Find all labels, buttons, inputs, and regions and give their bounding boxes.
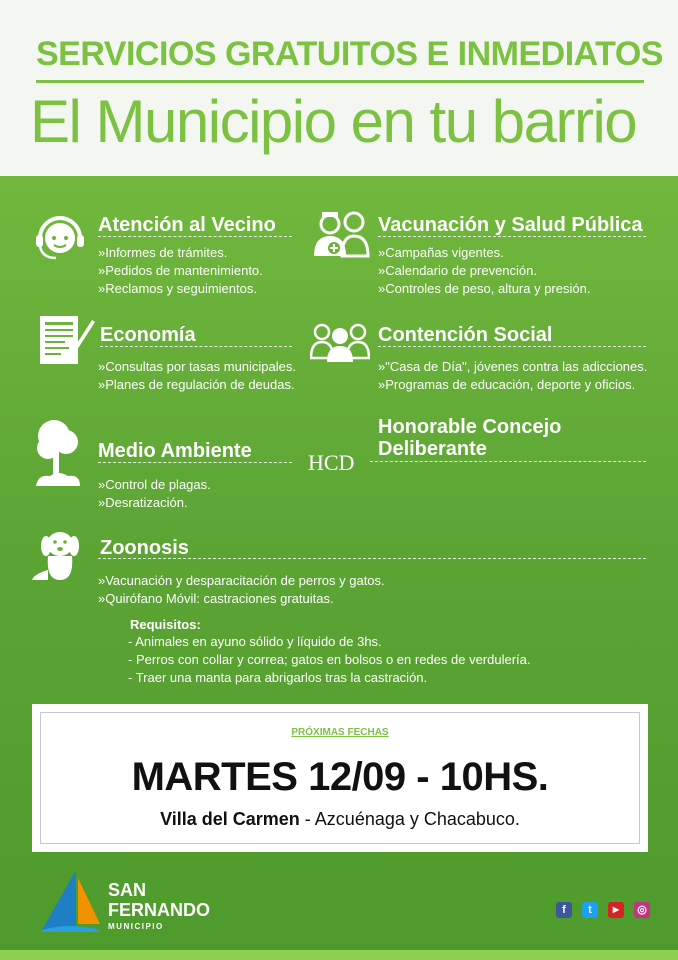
health-staff-icon bbox=[312, 208, 370, 258]
list-item: »Pedidos de mantenimiento. bbox=[98, 263, 263, 278]
service-title: Zoonosis bbox=[100, 537, 189, 559]
document-pen-icon bbox=[38, 314, 96, 366]
facebook-icon[interactable]: f bbox=[556, 902, 572, 918]
event-place-address: - Azcuénaga y Chacabuco. bbox=[299, 809, 520, 829]
header-title: SERVICIOS GRATUITOS E INMEDIATOS bbox=[36, 35, 663, 73]
event-date: MARTES 12/09 - 10HS. bbox=[131, 755, 549, 799]
dog-icon bbox=[30, 530, 84, 582]
list-item: »Calendario de prevención. bbox=[378, 263, 537, 278]
instagram-icon[interactable]: ◎ bbox=[634, 902, 650, 918]
twitter-icon[interactable]: t bbox=[582, 902, 598, 918]
requirements-list bbox=[128, 633, 531, 687]
logo-line2: FERNANDO bbox=[108, 900, 210, 920]
service-title: Atención al Vecino bbox=[98, 214, 276, 236]
service-divider bbox=[98, 236, 292, 237]
list-item: »Reclamos y seguimientos. bbox=[98, 281, 257, 296]
event-place bbox=[41, 809, 639, 830]
hcd-logo: HCD bbox=[308, 450, 355, 475]
tree-icon bbox=[34, 416, 82, 488]
list-item: »Informes de trámites. bbox=[98, 245, 228, 260]
service-divider bbox=[370, 461, 646, 462]
list-item: - Traer una manta para abrigarlos tras la castración. bbox=[128, 670, 428, 685]
san-fernando-logo-icon bbox=[40, 868, 102, 934]
list-item: »Quirófano Móvil: castraciones gratuitas. bbox=[98, 591, 334, 606]
list-item: - Perros con collar y correa; gatos en bolsos o en redes de verdulería. bbox=[128, 652, 531, 667]
group-people-icon bbox=[310, 322, 370, 362]
list-item: »Planes de regulación de deudas. bbox=[98, 377, 295, 392]
list-item: »"Casa de Día", jóvenes contra las adicciones. bbox=[378, 359, 648, 374]
event-place-name: Villa del Carmen bbox=[160, 809, 300, 829]
event-box bbox=[34, 706, 646, 850]
requirements-title: Requisitos: bbox=[130, 617, 201, 632]
bottom-bar bbox=[0, 950, 678, 960]
service-title: Contención Social bbox=[378, 324, 553, 346]
list-item: »Desratización. bbox=[98, 495, 188, 510]
next-dates-label: PRÓXIMAS FECHAS bbox=[291, 727, 389, 738]
event-box-border bbox=[40, 712, 640, 844]
headset-person-icon bbox=[32, 208, 88, 264]
header-divider bbox=[36, 80, 644, 83]
list-item: »Control de plagas. bbox=[98, 477, 211, 492]
service-divider bbox=[98, 462, 292, 463]
logo-line1: SAN bbox=[108, 880, 147, 900]
service-divider bbox=[100, 346, 292, 347]
service-title-line1: Honorable Concejo bbox=[378, 416, 562, 438]
list-item: »Vacunación y desparacitación de perros y gatos. bbox=[98, 573, 385, 588]
service-title: Vacunación y Salud Pública bbox=[378, 214, 643, 236]
header-panel bbox=[0, 0, 678, 176]
logo-text bbox=[108, 880, 210, 920]
list-item: »Consultas por tasas municipales. bbox=[98, 359, 296, 374]
service-divider bbox=[378, 346, 646, 347]
list-item: »Controles de peso, altura y presión. bbox=[378, 281, 591, 296]
logo-subtitle: MUNICIPIO bbox=[108, 922, 164, 931]
service-title: Medio Ambiente bbox=[98, 440, 252, 462]
service-divider bbox=[98, 558, 646, 559]
header-subtitle: El Municipio en tu barrio bbox=[30, 88, 637, 155]
service-title-line2: Deliberante bbox=[378, 438, 487, 460]
list-item: - Animales en ayuno sólido y líquido de 3hs. bbox=[128, 634, 382, 649]
youtube-icon[interactable]: ▶ bbox=[608, 902, 624, 918]
list-item: »Programas de educación, deporte y oficios. bbox=[378, 377, 636, 392]
service-title: Economía bbox=[100, 324, 196, 346]
list-item: »Campañas vigentes. bbox=[378, 245, 504, 260]
service-divider bbox=[378, 236, 646, 237]
